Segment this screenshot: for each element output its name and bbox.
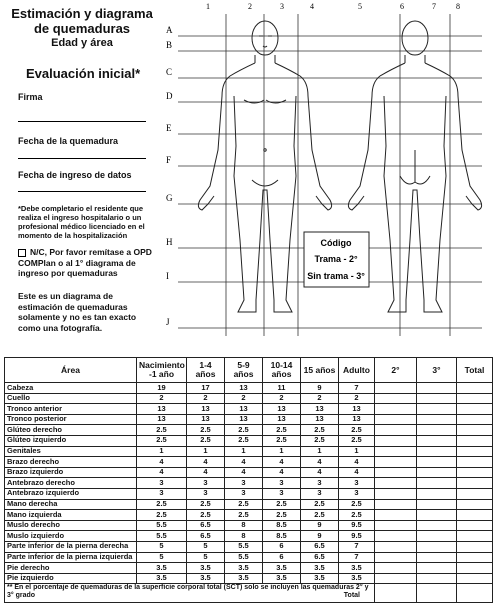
percentage-cell: 1 xyxy=(263,446,301,457)
legend-line-1: Trama - 2° xyxy=(314,254,358,264)
degree-3-input-cell[interactable] xyxy=(417,435,457,446)
nc-text: N/C, Por favor remítase a OPD COMPlan o al 1° diagrama de ingreso por quemaduras xyxy=(18,247,152,278)
degree-2-input-cell[interactable] xyxy=(375,563,417,574)
percentage-cell: 2.5 xyxy=(137,499,187,510)
percentage-cell: 1 xyxy=(339,446,375,457)
percentage-cell: 1 xyxy=(301,446,339,457)
row-letter: B xyxy=(166,40,173,50)
legend-title: Código xyxy=(320,238,352,248)
percentage-cell: 3.5 xyxy=(339,563,375,574)
table-row xyxy=(5,457,493,468)
percentage-cell: 2.5 xyxy=(187,510,225,521)
percentage-cell: 6.5 xyxy=(301,552,339,563)
table-row xyxy=(5,446,493,457)
title-line-1: Estimación y diagrama xyxy=(11,6,153,21)
area-name-cell: Glúteo izquierdo xyxy=(5,435,137,446)
area-name-cell: Brazo izquierdo xyxy=(5,467,137,478)
total-input-cell[interactable] xyxy=(457,563,493,574)
percentage-cell: 9.5 xyxy=(339,531,375,542)
area-name-cell: Glúteo derecho xyxy=(5,425,137,436)
degree-2-input-cell[interactable] xyxy=(375,499,417,510)
footer-note-text: ** En el porcentaje de quemaduras de la superficie corporal total (SCT) solo se incluyen las quemaduras 2° y 3° grado xyxy=(7,584,369,600)
percentage-cell: 13 xyxy=(339,404,375,415)
total-input-cell[interactable] xyxy=(457,510,493,521)
column-header: 3° xyxy=(417,358,457,383)
area-name-cell: Muslo derecho xyxy=(5,520,137,531)
table-row xyxy=(5,510,493,521)
degree-2-input-cell[interactable] xyxy=(375,573,417,584)
table-row xyxy=(5,404,493,415)
percentage-cell: 4 xyxy=(339,467,375,478)
degree-2-input-cell[interactable] xyxy=(375,435,417,446)
col-number: 4 xyxy=(310,2,314,11)
disclaimer-note: Este es un diagrama de estimación de quemaduras solamente y no es tan exacto como una fotografía. xyxy=(18,291,137,333)
burn-body-diagram xyxy=(160,0,497,352)
percentage-cell: 19 xyxy=(137,383,187,394)
percentage-cell: 9 xyxy=(301,531,339,542)
column-header: 5-9 años xyxy=(225,358,263,383)
row-letter: I xyxy=(166,271,169,281)
degree-2-input-cell[interactable] xyxy=(375,478,417,489)
percentage-cell: 3.5 xyxy=(187,563,225,574)
area-name-cell: Parte inferior de la pierna derecha xyxy=(5,541,137,552)
form-title xyxy=(8,6,156,51)
degree-2-input-cell[interactable] xyxy=(375,488,417,499)
percentage-cell: 5 xyxy=(137,552,187,563)
table-row xyxy=(5,414,493,425)
degree-3-input-cell[interactable] xyxy=(417,520,457,531)
total-input-cell[interactable] xyxy=(457,435,493,446)
degree-2-input-cell[interactable] xyxy=(375,552,417,563)
area-name-cell: Antebrazo izquierdo xyxy=(5,488,137,499)
percentage-cell: 6.5 xyxy=(187,531,225,542)
percentage-cell: 13 xyxy=(137,414,187,425)
percentage-cell: 3 xyxy=(137,488,187,499)
percentage-cell: 1 xyxy=(225,446,263,457)
total-input-cell[interactable] xyxy=(457,467,493,478)
percentage-cell: 4 xyxy=(225,457,263,468)
col-number: 6 xyxy=(400,2,404,11)
area-name-cell: Pie derecho xyxy=(5,563,137,574)
column-header: Área xyxy=(5,358,137,383)
table-row xyxy=(5,425,493,436)
total-input-cell[interactable] xyxy=(457,488,493,499)
percentage-cell: 3.5 xyxy=(339,573,375,584)
total-input-cell[interactable] xyxy=(457,404,493,415)
column-header: Total xyxy=(457,358,493,383)
degree-3-input-cell[interactable] xyxy=(417,393,457,404)
percentage-cell: 9 xyxy=(301,520,339,531)
degree-2-input-cell[interactable] xyxy=(375,510,417,521)
percentage-cell: 8 xyxy=(225,520,263,531)
column-header: 10-14 años xyxy=(263,358,301,383)
percentage-cell: 8.5 xyxy=(263,520,301,531)
percentage-cell: 3 xyxy=(339,478,375,489)
percentage-cell: 3.5 xyxy=(263,573,301,584)
percentage-cell: 7 xyxy=(339,552,375,563)
degree-3-input-cell[interactable] xyxy=(417,383,457,394)
percentage-cell: 4 xyxy=(263,467,301,478)
row-letter: H xyxy=(166,237,173,247)
percentage-cell: 2 xyxy=(137,393,187,404)
area-name-cell: Pie izquierdo xyxy=(5,573,137,584)
percentage-cell: 5 xyxy=(187,552,225,563)
percentage-cell: 2 xyxy=(301,393,339,404)
table-body xyxy=(5,383,493,584)
percentage-cell: 3.5 xyxy=(137,573,187,584)
degree-2-input-cell[interactable] xyxy=(375,531,417,542)
percentage-cell: 2.5 xyxy=(339,499,375,510)
row-letter: E xyxy=(166,123,172,133)
total-input-cell[interactable] xyxy=(457,393,493,404)
table-row xyxy=(5,478,493,489)
percentage-cell: 2.5 xyxy=(187,435,225,446)
percentage-cell: 2.5 xyxy=(225,499,263,510)
evaluation-heading: Evaluación inicial* xyxy=(26,66,141,81)
row-letter: J xyxy=(166,317,170,327)
column-header: 15 años xyxy=(301,358,339,383)
percentage-cell: 4 xyxy=(187,467,225,478)
percentage-cell: 5 xyxy=(187,541,225,552)
row-letter: D xyxy=(166,91,173,101)
degree-3-input-cell[interactable] xyxy=(417,414,457,425)
row-letter: A xyxy=(166,25,173,35)
percentage-cell: 2.5 xyxy=(263,435,301,446)
percentage-cell: 4 xyxy=(137,467,187,478)
degree-3-input-cell[interactable] xyxy=(417,478,457,489)
percentage-cell: 2.5 xyxy=(301,425,339,436)
percentage-cell: 13 xyxy=(225,414,263,425)
percentage-cell: 3.5 xyxy=(187,573,225,584)
table-row xyxy=(5,393,493,404)
subtitle: Edad y área xyxy=(51,37,113,49)
percentage-cell: 2 xyxy=(263,393,301,404)
percentage-cell: 5.5 xyxy=(225,552,263,563)
row-letter: F xyxy=(166,155,172,165)
table-row xyxy=(5,383,493,394)
col-number: 2 xyxy=(248,2,252,11)
percentage-cell: 9.5 xyxy=(339,520,375,531)
table-row xyxy=(5,520,493,531)
total-input-cell[interactable] xyxy=(457,478,493,489)
total-input-cell[interactable] xyxy=(457,414,493,425)
degree-3-input-cell[interactable] xyxy=(417,499,457,510)
degree-2-input-cell[interactable] xyxy=(375,393,417,404)
fecha-quemadura-label: Fecha de la quemadura xyxy=(18,136,119,146)
percentage-cell: 4 xyxy=(187,457,225,468)
percentage-cell: 2.5 xyxy=(187,499,225,510)
percentage-cell: 3.5 xyxy=(301,573,339,584)
percentage-cell: 2.5 xyxy=(339,435,375,446)
percentage-cell: 3.5 xyxy=(225,563,263,574)
degree-2-input-cell[interactable] xyxy=(375,467,417,478)
total-input-cell[interactable] xyxy=(457,552,493,563)
percentage-cell: 2.5 xyxy=(263,425,301,436)
area-name-cell: Cuello xyxy=(5,393,137,404)
resident-note: *Debe completario el residente que realiza el ingreso hospitalario o un profesional médico licenciado en el momento de la hospitalización xyxy=(18,204,145,240)
percentage-cell: 3 xyxy=(263,488,301,499)
percentage-cell: 6 xyxy=(263,552,301,563)
percentage-cell: 13 xyxy=(301,414,339,425)
table-row xyxy=(5,467,493,478)
column-header: 2° xyxy=(375,358,417,383)
percentage-cell: 4 xyxy=(301,467,339,478)
percentage-cell: 11 xyxy=(263,383,301,394)
percentage-cell: 4 xyxy=(225,467,263,478)
percentage-cell: 1 xyxy=(137,446,187,457)
percentage-cell: 2.5 xyxy=(339,510,375,521)
percentage-cell: 2.5 xyxy=(263,510,301,521)
percentage-cell: 3.5 xyxy=(225,573,263,584)
percentage-cell: 6 xyxy=(263,541,301,552)
percentage-cell: 17 xyxy=(187,383,225,394)
area-name-cell: Antebrazo derecho xyxy=(5,478,137,489)
area-name-cell: Mano derecha xyxy=(5,499,137,510)
col-number: 8 xyxy=(456,2,460,11)
area-name-cell: Parte inferior de la pierna izquierda xyxy=(5,552,137,563)
percentage-cell: 13 xyxy=(263,404,301,415)
degree-3-input-cell[interactable] xyxy=(417,404,457,415)
total-input-cell[interactable] xyxy=(457,446,493,457)
percentage-cell: 3.5 xyxy=(263,563,301,574)
percentage-cell: 7 xyxy=(339,541,375,552)
area-name-cell: Mano izquierda xyxy=(5,510,137,521)
degree-3-input-cell[interactable] xyxy=(417,467,457,478)
column-header: Adulto xyxy=(339,358,375,383)
percentage-cell: 2.5 xyxy=(225,510,263,521)
degree-2-input-cell[interactable] xyxy=(375,383,417,394)
nc-note xyxy=(18,247,158,279)
total-input-cell[interactable] xyxy=(457,531,493,542)
area-name-cell: Genitales xyxy=(5,446,137,457)
degree-3-input-cell[interactable] xyxy=(417,563,457,574)
percentage-cell: 6.5 xyxy=(187,520,225,531)
percentage-cell: 3 xyxy=(137,478,187,489)
degree-3-input-cell[interactable] xyxy=(417,457,457,468)
footer-total-label: Total xyxy=(343,592,360,600)
percentage-cell: 6.5 xyxy=(301,541,339,552)
percentage-cell: 3 xyxy=(301,478,339,489)
total-input-cell[interactable] xyxy=(457,499,493,510)
degree-2-input-cell[interactable] xyxy=(375,446,417,457)
percentage-cell: 3.5 xyxy=(137,563,187,574)
percentage-cell: 3 xyxy=(225,488,263,499)
percentage-cell: 13 xyxy=(263,414,301,425)
col-number: 7 xyxy=(432,2,436,11)
percentage-cell: 2.5 xyxy=(301,510,339,521)
percentage-cell: 5.5 xyxy=(225,541,263,552)
total-input-cell[interactable] xyxy=(457,541,493,552)
area-name-cell: Cabeza xyxy=(5,383,137,394)
percentage-cell: 2.5 xyxy=(137,435,187,446)
table-header-row xyxy=(5,358,493,383)
table-row xyxy=(5,541,493,552)
firma-line[interactable] xyxy=(18,121,146,122)
percentage-cell: 2.5 xyxy=(137,425,187,436)
degree-2-input-cell[interactable] xyxy=(375,404,417,415)
percentage-cell: 1 xyxy=(187,446,225,457)
percentage-cell: 2.5 xyxy=(187,425,225,436)
table-row xyxy=(5,435,493,446)
column-header: 1-4 años xyxy=(187,358,225,383)
percentage-cell: 4 xyxy=(263,457,301,468)
degree-2-input-cell[interactable] xyxy=(375,457,417,468)
percentage-cell: 13 xyxy=(225,404,263,415)
percentage-cell: 13 xyxy=(187,404,225,415)
total-input-cell[interactable] xyxy=(457,573,493,584)
total-input-cell[interactable] xyxy=(457,457,493,468)
degree-3-input-cell[interactable] xyxy=(417,573,457,584)
percentage-cell: 3 xyxy=(187,478,225,489)
percentage-cell: 4 xyxy=(137,457,187,468)
percentage-cell: 7 xyxy=(339,383,375,394)
column-header: Nacimiento -1 año xyxy=(137,358,187,383)
degree-3-input-cell[interactable] xyxy=(417,552,457,563)
table-row xyxy=(5,499,493,510)
fecha-ingreso-line[interactable] xyxy=(18,191,146,192)
degree-2-input-cell[interactable] xyxy=(375,541,417,552)
total-input-cell[interactable] xyxy=(457,425,493,436)
percentage-cell: 9 xyxy=(301,383,339,394)
table-row xyxy=(5,488,493,499)
percentage-cell: 2.5 xyxy=(301,435,339,446)
legend-box xyxy=(304,232,369,287)
total-input-cell[interactable] xyxy=(457,520,493,531)
percentage-cell: 8.5 xyxy=(263,531,301,542)
percentage-cell: 2.5 xyxy=(137,510,187,521)
degree-3-input-cell[interactable] xyxy=(417,531,457,542)
area-name-cell: Tronco posterior xyxy=(5,414,137,425)
degree-3-input-cell[interactable] xyxy=(417,488,457,499)
percentage-cell: 5.5 xyxy=(137,520,187,531)
degree-2-input-cell[interactable] xyxy=(375,520,417,531)
percentage-cell: 4 xyxy=(301,457,339,468)
table-row xyxy=(5,531,493,542)
degree-3-input-cell[interactable] xyxy=(417,510,457,521)
row-letter: G xyxy=(166,193,173,203)
degree-2-input-cell[interactable] xyxy=(375,425,417,436)
col-number: 3 xyxy=(280,2,284,11)
area-name-cell: Tronco anterior xyxy=(5,404,137,415)
percentage-cell: 2.5 xyxy=(225,425,263,436)
legend-line-2: Sin trama - 3° xyxy=(307,271,365,281)
degree-2-input-cell[interactable] xyxy=(375,414,417,425)
col-number: 5 xyxy=(358,2,362,11)
total-input-cell[interactable] xyxy=(457,383,493,394)
percentage-cell: 2.5 xyxy=(339,425,375,436)
percentage-cell: 2.5 xyxy=(225,435,263,446)
table-row xyxy=(5,552,493,563)
percentage-cell: 13 xyxy=(225,383,263,394)
percentage-cell: 3 xyxy=(225,478,263,489)
degree-3-input-cell[interactable] xyxy=(417,425,457,436)
firma-label: Firma xyxy=(18,92,43,102)
degree-3-input-cell[interactable] xyxy=(417,446,457,457)
percentage-cell: 5.5 xyxy=(137,531,187,542)
degree-3-input-cell[interactable] xyxy=(417,541,457,552)
percentage-cell: 13 xyxy=(137,404,187,415)
row-letter: C xyxy=(166,67,173,77)
percentage-cell: 3 xyxy=(263,478,301,489)
percentage-cell: 3 xyxy=(187,488,225,499)
percentage-cell: 13 xyxy=(339,414,375,425)
percentage-cell: 13 xyxy=(187,414,225,425)
fecha-ingreso-label: Fecha de ingreso de datos xyxy=(18,170,132,180)
percentage-cell: 8 xyxy=(225,531,263,542)
burn-percentage-table xyxy=(4,357,493,603)
percentage-cell: 2 xyxy=(339,393,375,404)
percentage-cell: 3 xyxy=(339,488,375,499)
percentage-cell: 5 xyxy=(137,541,187,552)
col-number: 1 xyxy=(206,2,210,11)
area-name-cell: Brazo derecho xyxy=(5,457,137,468)
percentage-cell: 2 xyxy=(225,393,263,404)
table-row xyxy=(5,573,493,584)
fecha-quemadura-line[interactable] xyxy=(18,158,146,159)
percentage-cell: 2 xyxy=(187,393,225,404)
percentage-cell: 3 xyxy=(301,488,339,499)
title-line-2: de quemaduras xyxy=(33,21,131,36)
percentage-cell: 13 xyxy=(301,404,339,415)
table-row xyxy=(5,563,493,574)
percentage-cell: 2.5 xyxy=(301,499,339,510)
percentage-cell: 2.5 xyxy=(263,499,301,510)
percentage-cell: 4 xyxy=(339,457,375,468)
area-name-cell: Muslo izquierdo xyxy=(5,531,137,542)
nc-checkbox[interactable] xyxy=(18,249,26,257)
percentage-cell: 3.5 xyxy=(301,563,339,574)
